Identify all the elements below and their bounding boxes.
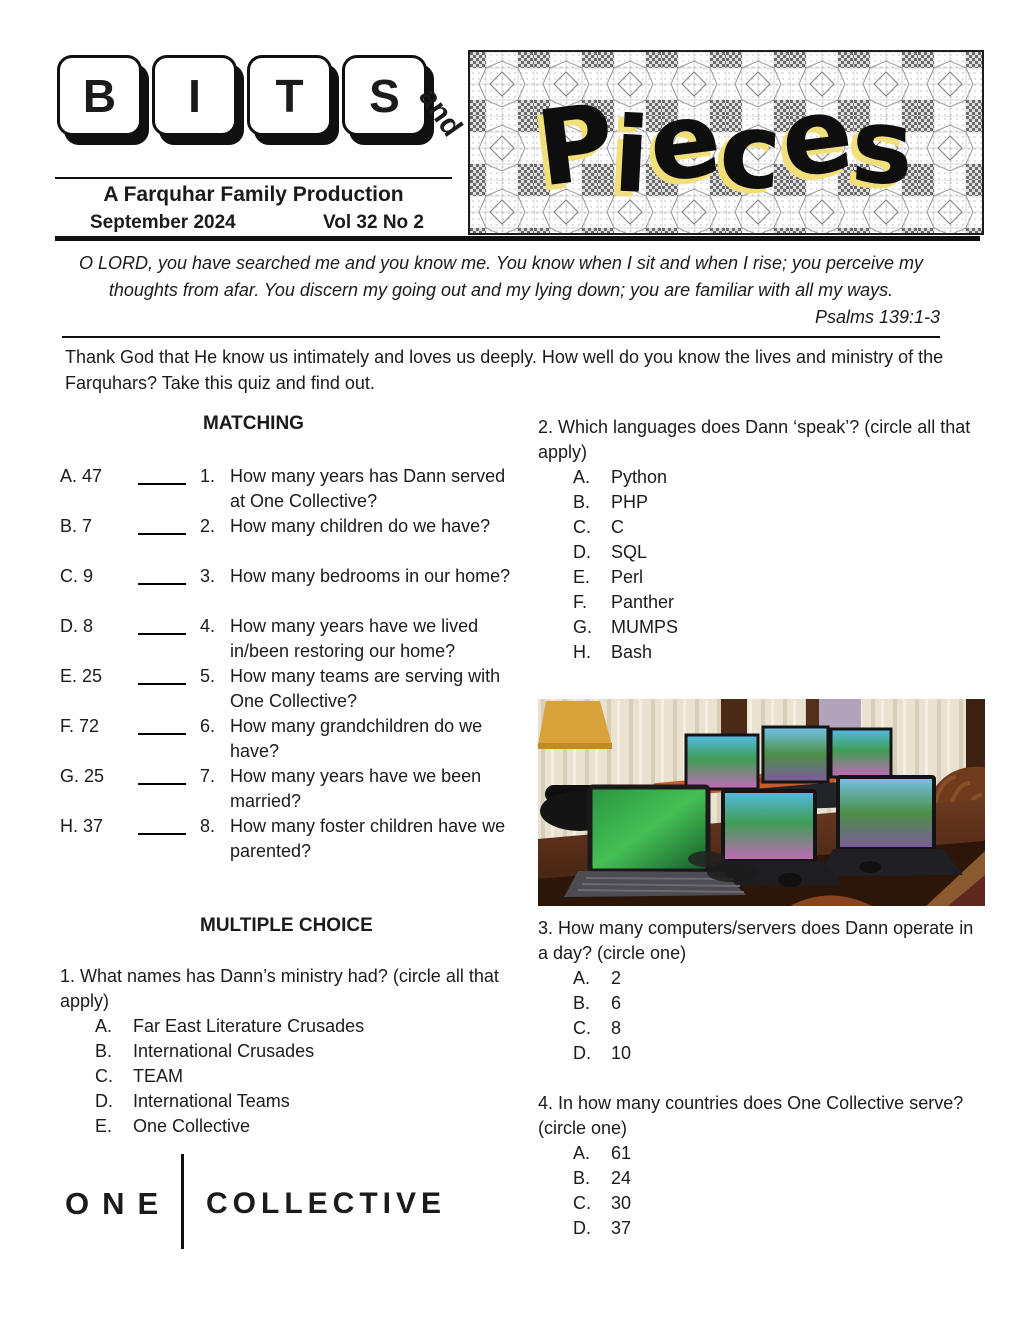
option-text: One Collective: [133, 1116, 251, 1136]
option: [95, 1089, 520, 1114]
option: [573, 1166, 985, 1191]
question-3-prompt: 3. How many computers/servers does Dann operate in a day? (circle one): [538, 918, 974, 963]
matching-row: [60, 764, 520, 814]
matching-row: [60, 664, 520, 714]
logo-word-collective: COLLECTIVE: [206, 1187, 447, 1220]
answer-blank-cell: [138, 614, 200, 635]
question-4-options: [538, 1141, 985, 1241]
option: [573, 590, 985, 615]
option: [573, 640, 985, 665]
one-collective-logo: [65, 1150, 485, 1252]
match-number: 2.: [200, 516, 216, 536]
option: [573, 565, 985, 590]
logo-word-one: ONE: [65, 1186, 172, 1221]
answer-blank: [138, 564, 186, 585]
option-text: 37: [611, 1218, 632, 1238]
answer-blank: [138, 764, 186, 785]
matching-row: [60, 464, 520, 514]
option-letter: H.: [573, 642, 591, 662]
match-option: [60, 814, 138, 839]
keycap-i: I: [152, 55, 237, 136]
matching-section: [60, 464, 520, 864]
header-rule: [55, 236, 980, 241]
option-letter: B.: [573, 1168, 591, 1188]
option-letter: A.: [573, 1143, 591, 1163]
option-letter: C.: [573, 517, 591, 537]
option: [95, 1014, 520, 1039]
right-column: [538, 413, 985, 1241]
option: [573, 1041, 985, 1066]
match-question: How many teams are serving with One Collective?: [230, 666, 501, 711]
and-word: and: [412, 81, 469, 143]
issue-volume: Vol 32 No 2: [322, 212, 424, 233]
keycap-s: S: [342, 55, 427, 136]
match-letter: H.: [60, 816, 78, 836]
match-question: How many years has Dann served at One Collective?: [230, 466, 506, 511]
option-text: SQL: [611, 542, 648, 562]
answer-blank-cell: [138, 814, 200, 835]
match-option: [60, 614, 138, 639]
bits-keycaps: [57, 55, 427, 136]
answer-blank: [138, 514, 186, 535]
match-letter: D.: [60, 616, 78, 636]
question-3-options: [538, 966, 985, 1066]
question-1-options: [60, 1014, 520, 1139]
option-text: Perl: [611, 567, 644, 587]
pieces-banner: [468, 50, 984, 235]
match-value: 9: [83, 566, 94, 586]
option-letter: F.: [573, 592, 588, 612]
match-letter: F.: [60, 716, 75, 736]
match-value: 7: [82, 516, 93, 536]
option: [573, 1141, 985, 1166]
scripture-quote: O LORD, you have searched me and you know me. You know when I sit and when I rise; you perceive my thoughts from afar. You discern my going out and my lying down; you are familiar with all my ways.: [78, 253, 924, 300]
option-letter: C.: [573, 1193, 591, 1213]
match-letter: B.: [60, 516, 78, 536]
answer-blank-cell: [138, 664, 200, 685]
matching-row: [60, 514, 520, 564]
match-number: 7.: [200, 766, 216, 786]
option-text: MUMPS: [611, 617, 678, 637]
logo-divider-bar: [181, 1154, 184, 1249]
multiple-choice-heading: MULTIPLE CHOICE: [200, 915, 373, 936]
scripture-divider: [62, 336, 940, 338]
match-number: 1.: [200, 466, 216, 486]
keycap-b: B: [57, 55, 142, 136]
option-letter: B.: [573, 492, 591, 512]
question-4: [538, 1091, 985, 1241]
answer-blank-cell: [138, 714, 200, 735]
option-text: International Crusades: [133, 1041, 315, 1061]
option-text: 2: [611, 968, 622, 988]
option-letter: E.: [95, 1116, 113, 1136]
match-option: [60, 764, 138, 789]
answer-blank-cell: [138, 564, 200, 585]
match-question: How many grandchildren do we have?: [230, 716, 483, 761]
option: [573, 966, 985, 991]
pieces-title: P i e c e s: [530, 71, 918, 217]
option-letter: E.: [573, 567, 591, 587]
option-letter: A.: [95, 1016, 113, 1036]
match-option: [60, 514, 138, 539]
option: [573, 991, 985, 1016]
masthead-divider: [55, 177, 452, 179]
match-question: How many years have we lived in/been restoring our home?: [230, 616, 479, 661]
option: [95, 1039, 520, 1064]
match-question: How many bedrooms in our home?: [230, 566, 511, 586]
question-2-prompt: 2. Which languages does Dann ‘speak’? (circle all that apply): [538, 417, 971, 462]
laptops-photo-illustration: [538, 699, 985, 906]
question-4-prompt: 4. In how many countries does One Collective serve? (circle one): [538, 1093, 964, 1138]
option-text: 8: [611, 1018, 622, 1038]
option: [573, 615, 985, 640]
match-number: 4.: [200, 616, 216, 636]
match-number: 5.: [200, 666, 216, 686]
option-letter: B.: [95, 1041, 113, 1061]
option-letter: D.: [95, 1091, 113, 1111]
option: [573, 1191, 985, 1216]
match-letter: C.: [60, 566, 78, 586]
match-number: 8.: [200, 816, 216, 836]
match-value: 25: [82, 666, 103, 686]
match-value: 72: [79, 716, 100, 736]
option-letter: D.: [573, 1218, 591, 1238]
match-value: 25: [84, 766, 105, 786]
answer-blank: [138, 614, 186, 635]
issue-row: [55, 212, 452, 234]
scripture-reference: Psalms 139:1-3: [814, 307, 940, 327]
match-option: [60, 564, 138, 589]
matching-heading: MATCHING: [203, 413, 304, 434]
option-text: Bash: [611, 642, 653, 662]
question-3: [538, 916, 985, 1066]
option-text: International Teams: [133, 1091, 290, 1111]
option-text: 6: [611, 993, 622, 1013]
matching-row: [60, 714, 520, 764]
option: [573, 490, 985, 515]
answer-blank: [138, 814, 186, 835]
match-value: 47: [82, 466, 103, 486]
matching-row: [60, 564, 520, 614]
option-letter: C.: [573, 1018, 591, 1038]
option: [573, 1216, 985, 1241]
question-2-options: [538, 465, 985, 665]
match-option: [60, 464, 138, 489]
match-option: [60, 714, 138, 739]
option-letter: B.: [573, 993, 591, 1013]
option: [573, 540, 985, 565]
option-letter: A.: [573, 467, 591, 487]
option: [95, 1064, 520, 1089]
answer-blank-cell: [138, 764, 200, 785]
option-text: Far East Literature Crusades: [133, 1016, 365, 1036]
option-text: Python: [611, 467, 668, 487]
answer-blank-cell: [138, 464, 200, 485]
matching-row: [60, 814, 520, 864]
answer-blank-cell: [138, 514, 200, 535]
keycap-t: T: [247, 55, 332, 136]
option-letter: D.: [573, 1043, 591, 1063]
answer-blank: [138, 664, 186, 685]
question-1-prompt: 1. What names has Dann’s ministry had? (circle all that apply): [60, 966, 499, 1011]
answer-blank: [138, 714, 186, 735]
option-text: TEAM: [133, 1066, 184, 1086]
option: [573, 465, 985, 490]
option-letter: C.: [95, 1066, 113, 1086]
option-text: 61: [611, 1143, 632, 1163]
match-letter: E.: [60, 666, 78, 686]
match-value: 37: [83, 816, 104, 836]
left-column: [60, 413, 520, 1139]
match-option: [60, 664, 138, 689]
option-text: C: [611, 517, 624, 537]
option-letter: G.: [573, 617, 593, 637]
option-letter: D.: [573, 542, 591, 562]
option-text: 24: [611, 1168, 632, 1188]
matching-row: [60, 614, 520, 664]
match-letter: G.: [60, 766, 80, 786]
issue-date: September 2024: [90, 212, 236, 233]
match-number: 3.: [200, 566, 216, 586]
match-value: 8: [83, 616, 94, 636]
answer-blank: [138, 464, 186, 485]
match-question: How many foster children have we parented?: [230, 816, 506, 861]
match-letter: A.: [60, 466, 78, 486]
match-question: How many years have we been married?: [230, 766, 482, 811]
laptops-photo: [538, 699, 985, 906]
option-letter: A.: [573, 968, 591, 988]
intro-paragraph: Thank God that He know us intimately and loves us deeply. How well do you know the lives and ministry of the Farquhars? Take this quiz and find out.: [65, 347, 944, 393]
option: [573, 1016, 985, 1041]
option-text: Panther: [611, 592, 675, 612]
production-line: A Farquhar Family Production: [103, 183, 404, 206]
option: [95, 1114, 520, 1139]
match-number: 6.: [200, 716, 216, 736]
option: [573, 515, 985, 540]
option-text: PHP: [611, 492, 649, 512]
option-text: 30: [611, 1193, 632, 1213]
match-question: How many children do we have?: [230, 516, 491, 536]
option-text: 10: [611, 1043, 632, 1063]
